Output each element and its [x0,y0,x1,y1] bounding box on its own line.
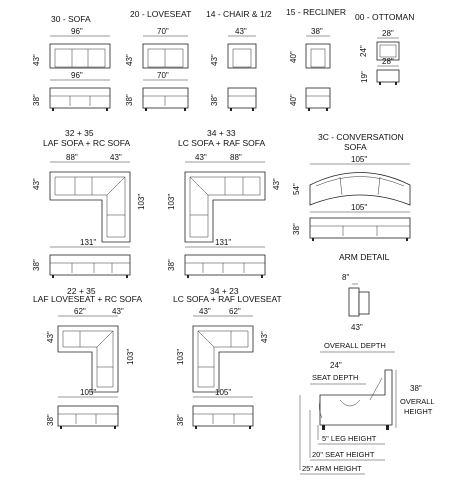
sectional-1-front-view [50,255,130,275]
arm-detail-arm: 8" [342,273,350,282]
sofa-group [32,14,110,111]
profile-seat-height: 20" SEAT HEIGHT [312,450,375,459]
profile-arm-height: 25" ARM HEIGHT [302,464,362,473]
conversation-front-view [310,218,410,238]
sectional-3-title2: LAF LOVESEAT + RC SOFA [33,294,143,304]
conversation-height: 38" [292,223,301,235]
sectional-3-top2: 43" [112,307,124,316]
arm-detail-group [320,252,395,352]
chair-depth: 43" [210,54,219,66]
sofa-top-view [50,44,110,68]
profile-seat-depth: 24" [330,361,342,370]
sectional-2-top1: 43" [195,153,207,162]
conversation-top-view [310,173,410,206]
profile-leg-height: 5" LEG HEIGHT [322,434,377,443]
chair-top-view [228,44,256,68]
loveseat-front-view [143,88,188,108]
sectional-1-top-view [50,172,130,242]
sectional-1-bottom: 131" [80,238,97,247]
arm-detail-title: ARM DETAIL [339,252,390,262]
sofa-title: 30 - SOFA [51,14,91,24]
profile-seat-depth-label: SEAT DEPTH [312,373,359,382]
ottoman-group [355,12,414,85]
sectional-4-top-view [193,326,253,392]
recliner-title: 15 - RECLINER [286,7,346,17]
profile-overall-height-label2: HEIGHT [404,407,433,416]
profile-group [300,361,435,474]
conversation-title1: 3C - CONVERSATION [318,132,404,142]
sectional-1-group [32,128,146,278]
ottoman-width-front: 28" [382,57,394,66]
sectional-1-right: 103" [137,193,146,210]
sectional-4-right: 43" [260,331,269,343]
sofa-front-view [50,88,110,108]
sectional-2-top2: 88" [230,153,242,162]
sectional-3-group [33,286,142,429]
profile-overall-height: 38" [410,384,422,393]
sectional-3-top-view [58,326,118,392]
loveseat-height: 38" [125,94,134,106]
recliner-depth: 40" [289,51,298,63]
loveseat-group [125,9,191,111]
arm-detail-overall-depth: OVERALL DEPTH [324,341,386,350]
sectional-1-title2: LAF SOFA + RC SOFA [43,138,131,148]
arm-detail-arm-view [349,288,359,316]
conversation-front: 105" [351,203,368,212]
recliner-top-view [306,44,330,68]
sectional-3-left: 43" [46,331,55,343]
loveseat-top-view [143,44,188,68]
arm-detail-depth: 43" [351,323,363,332]
sectional-2-title1: 34 + 33 [207,128,236,138]
recliner-front-view [306,88,330,108]
sectional-4-front-view [193,406,253,426]
chair-height: 38" [210,94,219,106]
sectional-3-height: 38" [46,414,55,426]
sectional-3-bottom: 105" [80,388,97,397]
conversation-title2: SOFA [344,142,367,152]
loveseat-width-front: 70" [157,71,169,80]
profile-overall-height-label1: OVERALL [400,397,435,406]
sectional-1-left: 43" [32,178,41,190]
conversation-left: 54" [292,183,301,195]
sectional-3-front-view [58,406,118,426]
sofa-width-front: 96" [71,71,83,80]
chair-group [206,9,272,111]
sofa-height: 38" [32,94,41,106]
ottoman-depth: 24" [359,45,368,57]
sectional-2-left: 103" [167,193,176,210]
sectional-4-top2: 62" [229,307,241,316]
loveseat-depth: 43" [125,54,134,66]
sectional-1-top2: 43" [110,153,122,162]
recliner-width: 38" [311,27,323,36]
sectional-4-title1: 34 + 23 [210,286,239,296]
chair-width: 43" [235,27,247,36]
sectional-4-group [173,286,282,429]
sectional-3-title1: 22 + 35 [67,286,96,296]
sectional-1-title1: 32 + 35 [65,128,94,138]
sectional-2-title2: LC SOFA + RAF SOFA [178,138,266,148]
ottoman-width: 28" [382,29,394,38]
sectional-3-right: 103" [126,348,135,365]
ottoman-height: 19" [360,71,369,83]
sectional-2-height: 38" [167,259,176,271]
sectional-4-top1: 43" [199,307,211,316]
sectional-2-right: 43" [272,178,281,190]
sectional-4-height: 38" [176,414,185,426]
loveseat-width: 70" [157,27,169,36]
sectional-2-front-view [185,255,265,275]
sectional-4-left: 103" [176,348,185,365]
sofa-depth: 43" [32,54,41,66]
chair-title: 14 - CHAIR & 1/2 [206,9,272,19]
sectional-4-bottom: 105" [215,388,232,397]
chair-front-view [228,88,256,108]
sectional-3-top1: 62" [74,307,86,316]
sofa-width: 96" [71,27,83,36]
ottoman-title: 00 - OTTOMAN [355,12,415,22]
ottoman-front-view [377,70,399,82]
recliner-height: 40" [289,94,298,106]
sectional-2-group [167,128,281,278]
sectional-1-top1: 88" [66,153,78,162]
conversation-group [292,132,410,241]
loveseat-title: 20 - LOVESEAT [130,9,192,19]
sectional-2-bottom: 131" [215,238,232,247]
sectional-4-title2: LC SOFA + RAF LOVESEAT [173,294,282,304]
recliner-group [286,7,346,111]
conversation-top: 105" [351,155,368,164]
sectional-1-height: 38" [32,259,41,271]
